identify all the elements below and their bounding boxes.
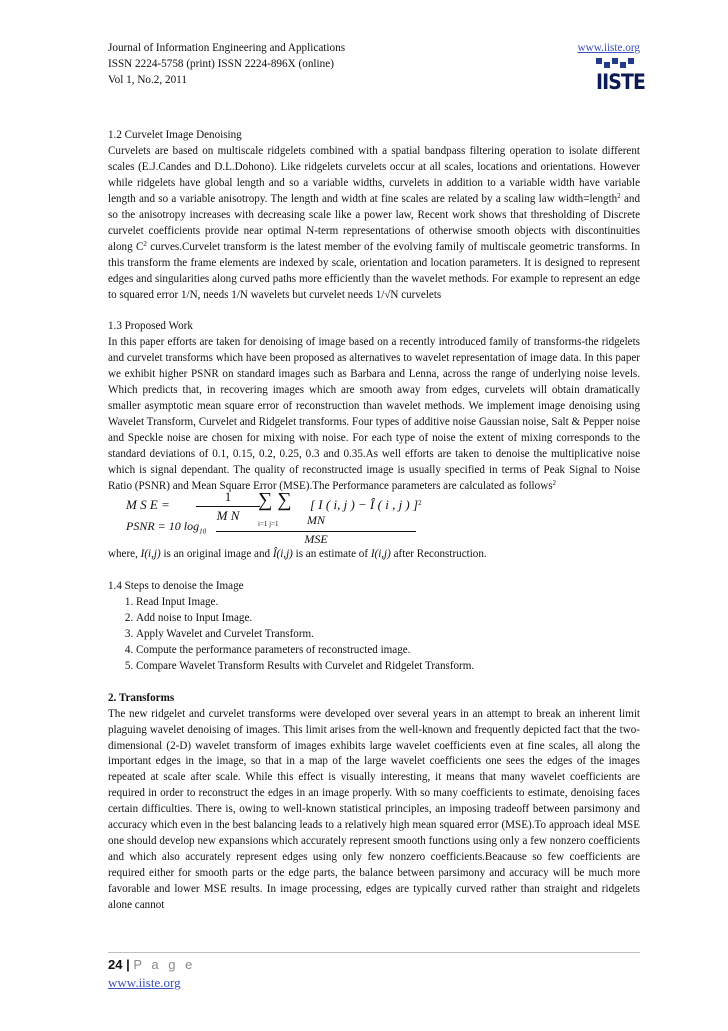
page-number: 24 — [108, 957, 123, 972]
step-item: 3. Apply Wavelet and Curvelet Transform. — [136, 627, 640, 643]
article-body — [108, 128, 640, 914]
logo-square — [620, 62, 626, 68]
step-item: 1. Read Input Image. — [136, 595, 640, 611]
mse-fraction: 1 M N — [196, 489, 260, 524]
journal-issn: ISSN 2224-5758 (print) ISSN 2224-896X (online) — [108, 58, 334, 70]
summation-symbols: ∑ ∑ i=1 j=1 — [258, 488, 292, 528]
section-1-3-paragraph: In this paper efforts are taken for denoising of image based on a recently introduced family of transforms-the ridgelets and curvelet transforms which have been proposed as alternatives to wavelet representation of image data. In this paper we exhibit higher PSNR on standard images such as Barbara and Lenna, across the range of underlying noise levels. Which predicts that, in recovering images which are smooth away from edges, curvelets will obtain dramatically smaller asymptotic mean square error of reconstruction than wavelet methods. We implement image denoising using Wavelet Transform, Curvelet and Ridgelet transforms. Four types of additive noise Gaussian noise, Salt & Pepper noise and Speckle noise are chosen for mixing with noise. For each type of noise the extent of mixing corresponds to the standard deviations of 0.1, 0.15, 0.2, 0.25, 0.3 and 0.35.As well efforts are taken to denoise the multiplicative noise which is signal dependant. The quality of reconstructed image is usually specified in terms of Peak Signal to Noise Ratio (PSNR) and Mean Square Error (MSE).The Performance parameters are calculated as follows$^2$ — [108, 336, 640, 493]
mse-expression: [ I ( i, j ) − Î ( i , j ) ]$^2$ — [310, 496, 422, 512]
psnr-label: PSNR = 10 $\log_{10}$ — [126, 518, 207, 536]
journal-name: Journal of Information Engineering and Applications — [108, 42, 346, 54]
step-item: 5. Compare Wavelet Transform Results with Curvelet and Ridgelet Transform. — [136, 659, 640, 675]
section-1-4-heading: 1.4 Steps to denoise the Image — [108, 579, 244, 592]
equation-definition: where, I(i,j) is an original image and Î(i,j) is an estimate of I(i,j) after Reconstruction. — [108, 547, 487, 560]
page-number-line: 24 | P a g e — [108, 957, 196, 972]
section-1-3-heading: 1.3 Proposed Work — [108, 320, 193, 333]
mse-label: M S E = — [126, 496, 170, 512]
psnr-fraction: MN MSE — [216, 513, 416, 548]
journal-header — [108, 40, 640, 88]
journal-volume: Vol 1, No.2, 2011 — [108, 74, 187, 86]
footer-website-link[interactable]: www.iiste.org — [108, 975, 181, 990]
section-1-2-paragraph: Curvelets are based on multiscale ridgelets combined with a spatial bandpass filtering operation to isolate different scales (E.J.Candes and D.L.Dohono). Like ridgelets curvelets occur at all scales, locations and orientations. However while ridgelets have global length and so a variable widths, curvelets in addition to a variable width have variable length and so a variable anisotropy. The length and width at fine scales are related by a scaling law width=length$^2$ and so the anisotropy increases with decreasing scale like a power law, Recent work shows that thresholding of Discrete curvelet coefficients provide near optimal N-term representations of otherwise smooth objects with discontinuities along $C^2$ curves.Curvelet transform is the latest member of the evolving family of multiscale geometric transforms. In this transform the frame elements are indexed by scale, orientation and location parameters. It is designed to represent edges and singularities along curved paths more efficiently than the wavelet methods. For example to represent an edge to squared error 1/N, needs 1/N wavelets but curvelet needs 1/√N curvelets — [108, 144, 640, 301]
step-item: 2. Add noise to Input Image. — [136, 611, 640, 627]
page-footer — [108, 956, 195, 992]
logo-square — [604, 62, 610, 68]
iiste-logo — [584, 54, 645, 94]
section-2-paragraph: The new ridgelet and curvelet transforms were developed over several years in an attempt to break an inherent limit plaguing wavelet denoising of images. This limit arises from the well-known and frequently depicted fact that the two-dimensional (2-D) wavelet transform of images exhibits large wavelet coefficients even at fine scales, all along the important edges in the image, so that in a map of the large wavelet coefficients one sees the edges of the images repeated at scale after scale. While this effect is visually interesting, it means that many wavelet coefficients are required in order to reconstruct the edges in an image properly. With so many coefficients to estimate, denoising faces certain difficulties. There is, owing to well-known statistical principles, an imposing tradeoff between parsimony and accuracy which even in the best balancing leads to a relatively high mean squared error (MSE).To approach ideal MSE one should develop new expansions which accurately represent smooth functions using only a few nonzero coefficients and which also accurately represent edges using only few nonzero coefficients.Beacause so few coefficients are required either for smooth parts or the edge parts, the balance between parsimony and accuracy will be much more favorable and lower MSE results. In image processing, edges are typically curved rather than straight and ridgelets alone cannot — [108, 707, 640, 912]
section-2-heading: 2. Transforms — [108, 691, 175, 704]
equations-block — [126, 488, 640, 547]
header-website-link[interactable]: www.iiste.org — [577, 42, 640, 54]
page-label: P a g e — [133, 957, 196, 972]
logo-square — [612, 58, 618, 64]
logo-wordmark: IISTE — [596, 70, 645, 94]
logo-square — [628, 58, 634, 64]
step-item: 4. Compute the performance parameters of reconstructed image. — [136, 643, 640, 659]
steps-list — [108, 595, 640, 675]
logo-square — [596, 58, 602, 64]
footer-divider — [108, 952, 640, 953]
section-1-2-heading: 1.2 Curvelet Image Denoising — [108, 129, 242, 141]
